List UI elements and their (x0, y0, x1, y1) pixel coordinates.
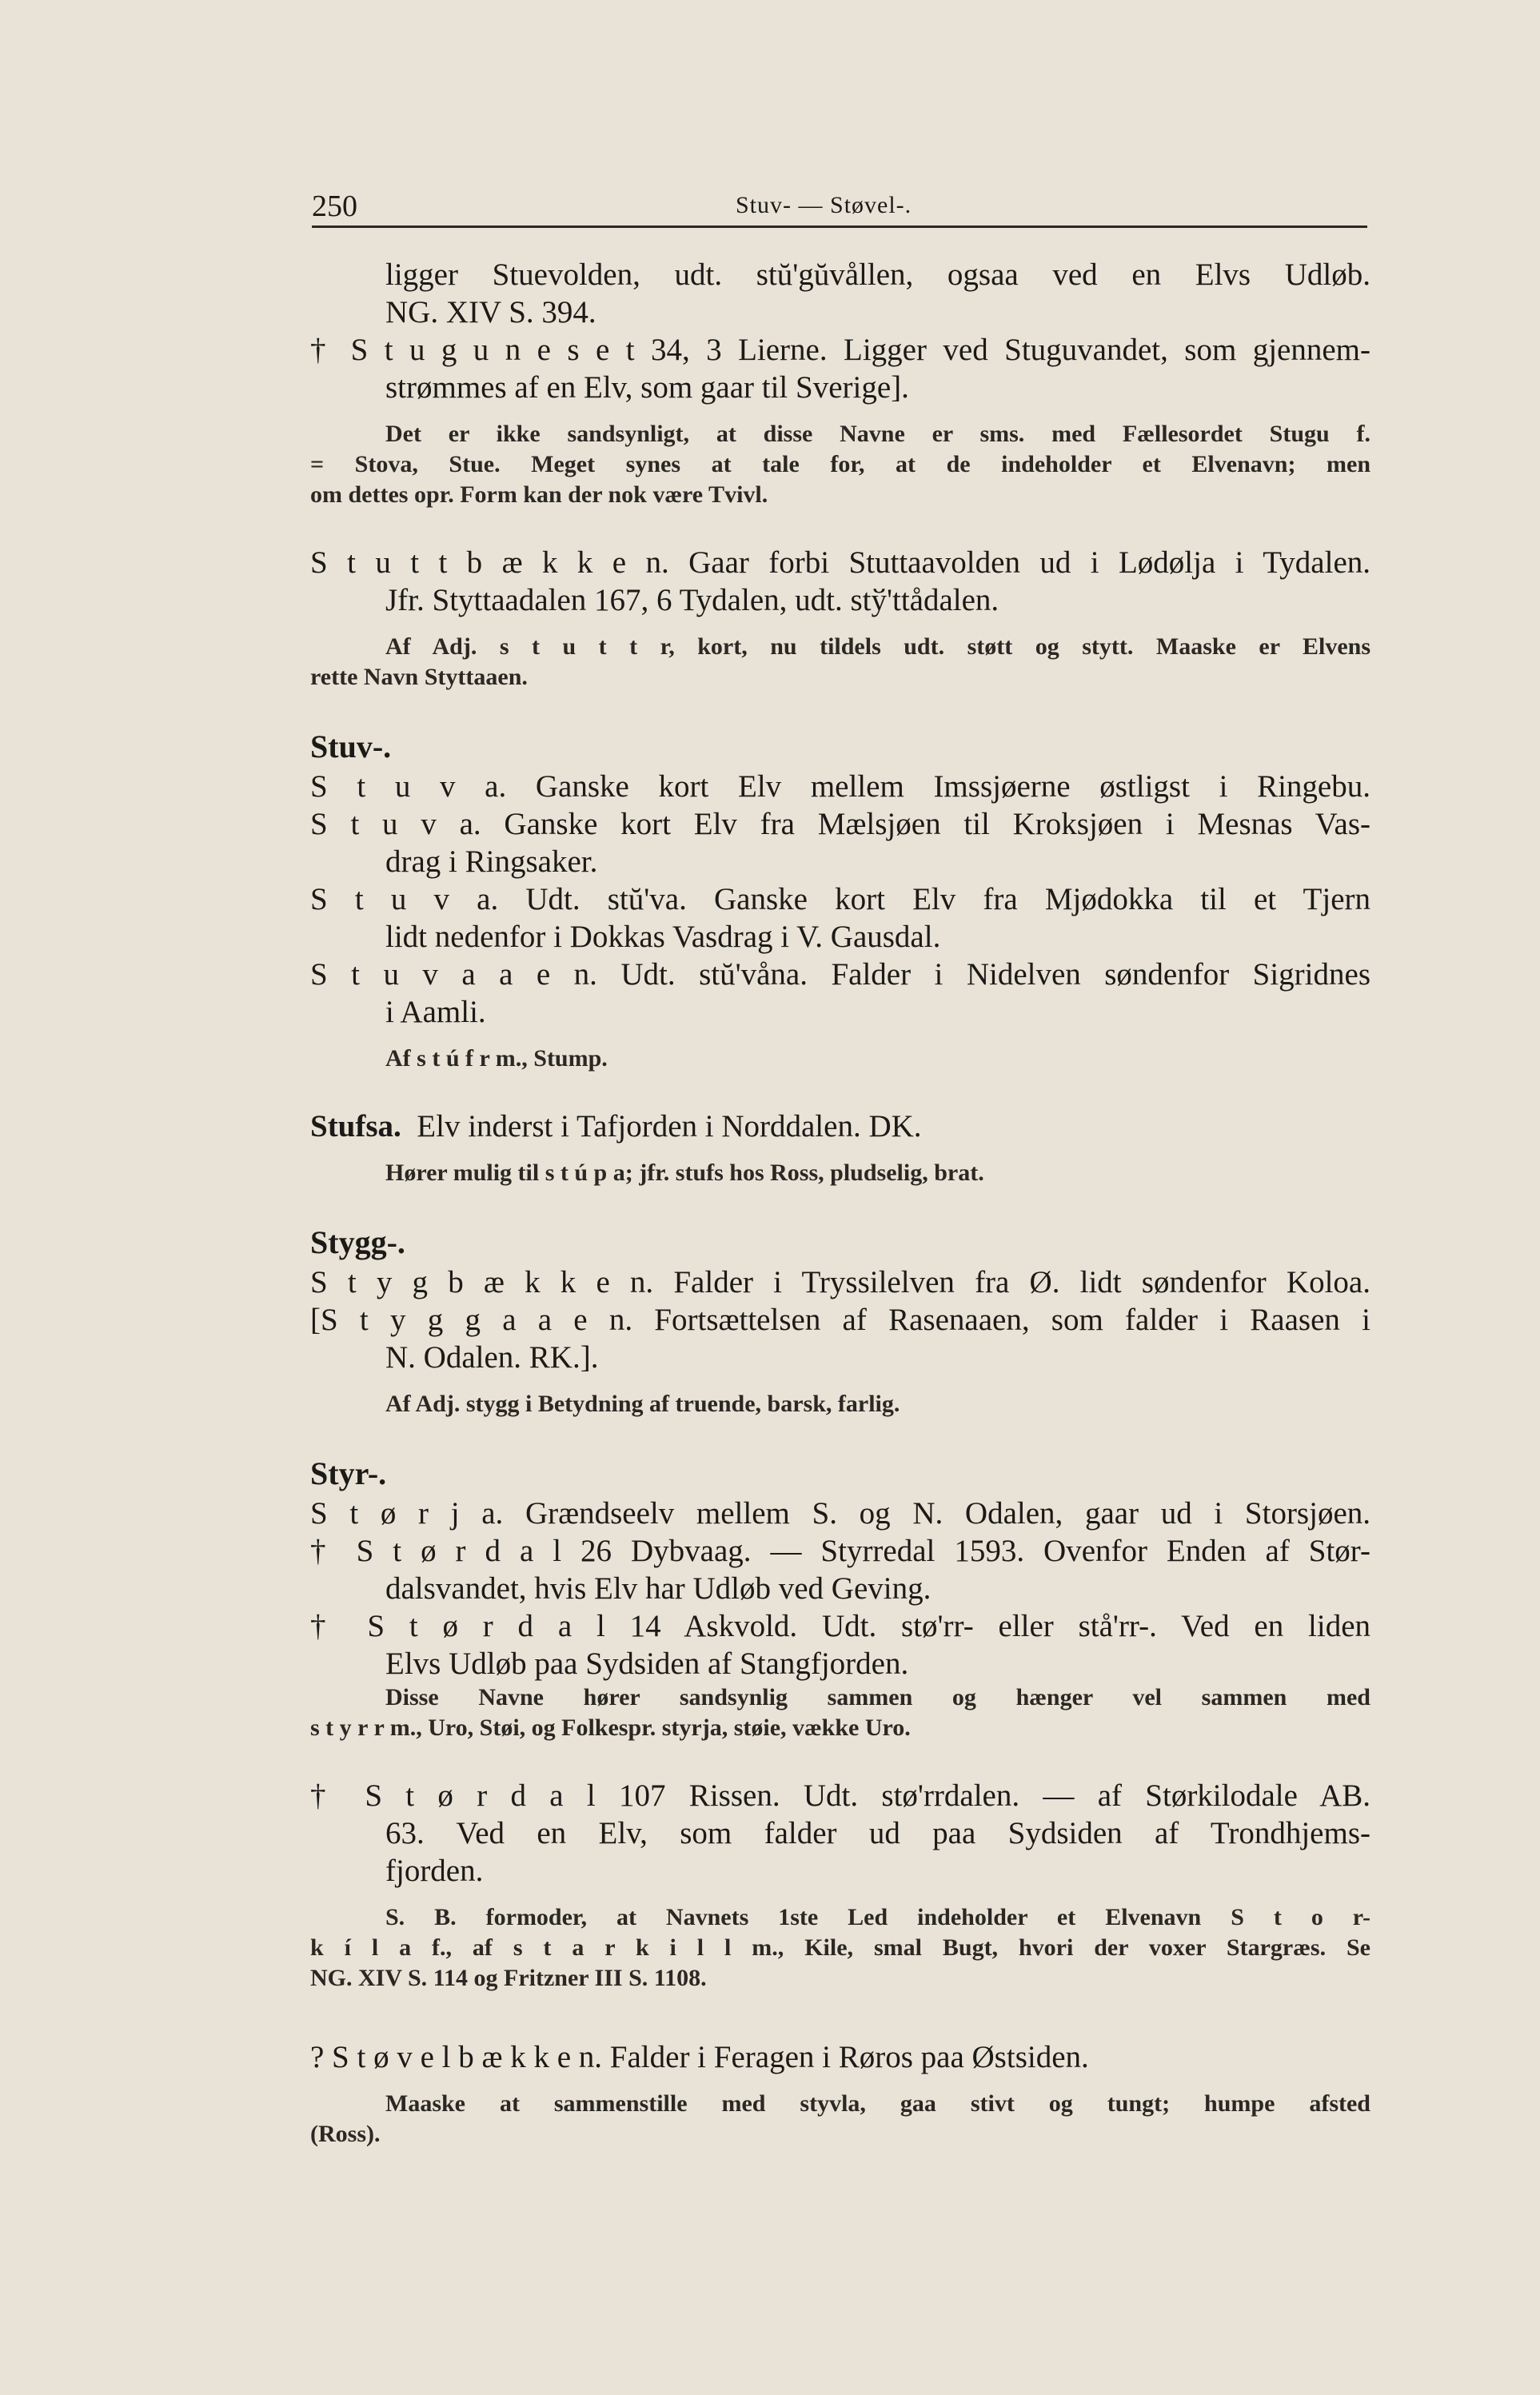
page-header (312, 181, 1367, 229)
note-line: Af Adj. s t u t t r, kort, nu tildels udt. støtt og stytt. Maaske er Elvens (385, 633, 1370, 660)
text-line: lidt nedenfor i Dokkas Vasdrag i V. Gausdal. (385, 920, 941, 954)
entry-line: S t u v a. Ganske kort Elv mellem Imssjøerne østligst i Ringebu. (310, 769, 1370, 804)
text-line: i Aamli. (385, 995, 486, 1029)
note-line: k í l a f., af s t a r k i l l m., Kile, smal Bugt, hvori der voxer Stargræs. Se (310, 1934, 1370, 1961)
text-line: strømmes af en Elv, som gaar til Sverige]. (385, 370, 909, 405)
note-line: om dettes opr. Form kan der nok være Tvivl. (310, 481, 768, 508)
entry-line: S t u v a. Udt. stŭ'va. Ganske kort Elv fra Mjødokka til et Tjern (310, 882, 1370, 916)
page-number: 250 (312, 190, 357, 223)
entry-line: † S t ø r d a l 14 Askvold. Udt. stø'rr- eller stå'rr-. Ved en liden (310, 1609, 1370, 1643)
note-line: S. B. formoder, at Navnets 1ste Led indeholder et Elvenavn S t o r- (385, 1904, 1370, 1930)
note-line: (Ross). (310, 2121, 381, 2147)
note-line: rette Navn Styttaaen. (310, 664, 528, 690)
section-heading: Stygg-. (310, 1224, 405, 1260)
header-rule (312, 226, 1367, 228)
text-line: 63. Ved en Elv, som falder ud paa Sydsiden af Trondhjems- (385, 1816, 1370, 1850)
note-line: Hører mulig til s t ú p a; jfr. stufs hos Ross, pludselig, brat. (385, 1160, 984, 1186)
note-line: Disse Navne hører sandsynlig sammen og hænger vel sammen med (385, 1684, 1370, 1710)
text-line: ligger Stuevolden, udt. stŭ'gŭvållen, ogsaa ved en Elvs Udløb. (385, 257, 1370, 292)
note-line: Af s t ú f r m., Stump. (385, 1045, 608, 1072)
entry-line: S t y g b æ k k e n. Falder i Tryssilelven fra Ø. lidt søndenfor Koloa. (310, 1265, 1370, 1299)
page-body (310, 256, 1370, 2150)
note-line: Maaske at sammenstille med styvla, gaa stivt og tungt; humpe afsted (385, 2090, 1370, 2117)
note-line: s t y r r m., Uro, Støi, og Folkespr. styrja, støie, vække Uro. (310, 1714, 911, 1741)
entry-line: [S t y g g a a e n. Fortsættelsen af Rasenaaen, som falder i Raasen i (310, 1303, 1370, 1337)
text-line: dalsvandet, hvis Elv har Udløb ved Geving. (385, 1571, 932, 1606)
running-title: Stuv- — Støvel-. (736, 192, 912, 218)
text-line: fjorden. (385, 1854, 484, 1888)
entry-line: † S t ø r d a l 26 Dybvaag. — Styrredal 1593. Ovenfor Enden af Stør- (310, 1534, 1370, 1568)
section-heading: Styr-. (310, 1455, 387, 1491)
entry-line: S t u v a a e n. Udt. stŭ'våna. Falder i Nidelven søndenfor Sigridnes (310, 957, 1370, 992)
entry-line: S t ø r j a. Grændseelv mellem S. og N. Odalen, gaar ud i Storsjøen. (310, 1496, 1370, 1531)
text-line: NG. XIV S. 394. (385, 295, 596, 329)
entry-line: † S t ø r d a l 107 Rissen. Udt. stø'rrdalen. — af Størkilodale AB. (310, 1778, 1370, 1813)
entry-line: ? S t ø v e l b æ k k e n. Falder i Feragen i Røros paa Østsiden. (310, 2040, 1089, 2074)
note-line: = Stova, Stue. Meget synes at tale for, at de indeholder et Elvenavn; men (310, 451, 1370, 477)
note-line: NG. XIV S. 114 og Fritzner III S. 1108. (310, 1965, 707, 1991)
text-line: drag i Ringsaker. (385, 844, 598, 879)
entry-text: Elv inderst i Tafjorden i Norddalen. DK. (417, 1109, 922, 1144)
note-line: Af Adj. stygg i Betydning af truende, barsk, farlig. (385, 1391, 900, 1417)
entry-line: S t u t t b æ k k e n. Gaar forbi Stuttaavolden ud i Lødølja i Tydalen. (310, 545, 1370, 580)
text-line: N. Odalen. RK.]. (385, 1340, 599, 1375)
entry-line: † S t u g u n e s e t 34, 3 Lierne. Ligger ved Stuguvandet, som gjennem- (310, 333, 1370, 367)
section-heading: Stuv-. (310, 728, 392, 764)
text-line: Jfr. Styttaadalen 167, 6 Tydalen, udt. stў'ttådalen. (385, 583, 999, 617)
note-line: Det er ikke sandsynligt, at disse Navne er sms. med Fællesordet Stugu f. (385, 421, 1370, 447)
entry-line: S t u v a. Ganske kort Elv fra Mælsjøen til Kroksjøen i Mesnas Vas- (310, 807, 1370, 841)
section-heading: Stufsa. (310, 1109, 401, 1144)
entry-line (310, 1108, 1370, 1145)
text-line: Elvs Udløb paa Sydsiden af Stangfjorden. (385, 1647, 909, 1681)
